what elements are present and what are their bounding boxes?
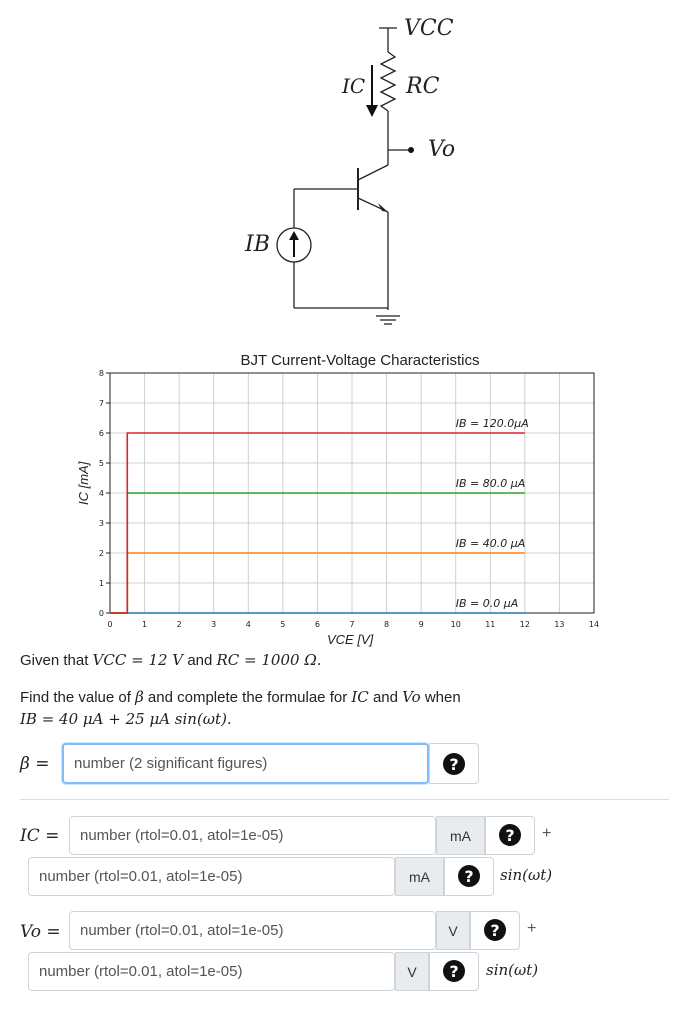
x-tick-label: 6 xyxy=(314,620,320,629)
series-annotation: IB = 120.0μA xyxy=(455,417,529,430)
vo-ac-input[interactable]: number (rtol=0.01, atol=1e-05) xyxy=(28,952,395,991)
vo-label: Vo xyxy=(428,137,456,162)
vo-ac-unit: V xyxy=(395,952,429,991)
y-tick-label: 1 xyxy=(98,579,104,588)
ic-dc-unit: mA xyxy=(436,816,485,855)
y-tick-label: 5 xyxy=(98,459,104,468)
ic-label: IC xyxy=(342,74,366,98)
ic-ac-help-icon[interactable]: ? xyxy=(458,865,480,887)
y-tick-label: 7 xyxy=(98,399,104,408)
ic-ac-input[interactable]: number (rtol=0.01, atol=1e-05) xyxy=(28,857,395,896)
rc-resistor xyxy=(381,52,395,111)
iv-characteristics-chart xyxy=(60,365,620,655)
ic-arrow-icon xyxy=(366,105,378,117)
x-tick-label: 13 xyxy=(554,620,565,629)
ic-answer-label: IC = xyxy=(20,826,60,846)
series-annotation: IB = 0.0 μA xyxy=(455,597,519,610)
x-tick-label: 3 xyxy=(211,620,217,629)
x-tick-label: 12 xyxy=(519,620,530,629)
ic-dc-help-icon[interactable]: ? xyxy=(499,824,521,846)
up-arrow-icon xyxy=(289,231,299,240)
chart-ylabel: IC [mA] xyxy=(76,461,91,505)
x-tick-label: 8 xyxy=(384,620,390,629)
ib-formula: IB = 40 μA + 25 μA sin(ωt). xyxy=(20,710,232,728)
given-text: Given that VCC = 12 V and RC = 1000 Ω. xyxy=(20,651,322,669)
vo-answer-label: Vo = xyxy=(20,922,61,942)
x-tick-label: 9 xyxy=(418,620,424,629)
find-text: Find the value of β and complete the formulae for IC and Vo when xyxy=(20,688,461,706)
x-tick-label: 14 xyxy=(588,620,600,629)
ic-ac-unit: mA xyxy=(395,857,444,896)
x-tick-label: 1 xyxy=(142,620,148,629)
y-tick-label: 3 xyxy=(98,519,104,528)
ib-label: IB xyxy=(245,232,270,257)
vo-dc-input[interactable]: number (rtol=0.01, atol=1e-05) xyxy=(69,911,436,950)
y-tick-label: 0 xyxy=(98,609,104,618)
vo-dc-unit: V xyxy=(436,911,470,950)
vo-plus: + xyxy=(527,920,537,937)
rc-label: RC xyxy=(406,74,440,99)
chart-title: BJT Current-Voltage Characteristics xyxy=(240,352,480,369)
ic-sin-term: sin(ωt) xyxy=(500,866,553,884)
x-tick-label: 0 xyxy=(107,620,113,629)
beta-help-icon[interactable]: ? xyxy=(443,753,465,775)
y-tick-label: 2 xyxy=(98,549,104,558)
x-tick-label: 10 xyxy=(450,620,461,629)
ic-dc-input[interactable]: number (rtol=0.01, atol=1e-05) xyxy=(69,816,436,855)
x-tick-label: 4 xyxy=(245,620,251,629)
x-tick-label: 11 xyxy=(485,620,496,629)
bjt-circuit-diagram xyxy=(0,0,689,345)
vo-ac-help-icon[interactable]: ? xyxy=(443,960,465,982)
chart-xlabel: VCE [V] xyxy=(327,632,374,647)
y-tick-label: 8 xyxy=(98,369,104,378)
x-tick-label: 2 xyxy=(176,620,182,629)
vo-sin-term: sin(ωt) xyxy=(486,961,539,979)
x-tick-label: 7 xyxy=(349,620,355,629)
vo-dc-help-icon[interactable]: ? xyxy=(484,919,506,941)
x-tick-label: 5 xyxy=(280,620,286,629)
divider xyxy=(20,799,669,800)
series-annotation: IB = 80.0 μA xyxy=(455,477,526,490)
ic-plus: + xyxy=(542,825,552,842)
series-annotation: IB = 40.0 μA xyxy=(455,537,526,550)
vcc-label: VCC xyxy=(404,16,454,41)
y-tick-label: 6 xyxy=(98,429,104,438)
beta-label: β = xyxy=(20,754,50,774)
beta-input[interactable]: number (2 significant figures) xyxy=(62,743,429,784)
y-tick-label: 4 xyxy=(98,489,104,498)
